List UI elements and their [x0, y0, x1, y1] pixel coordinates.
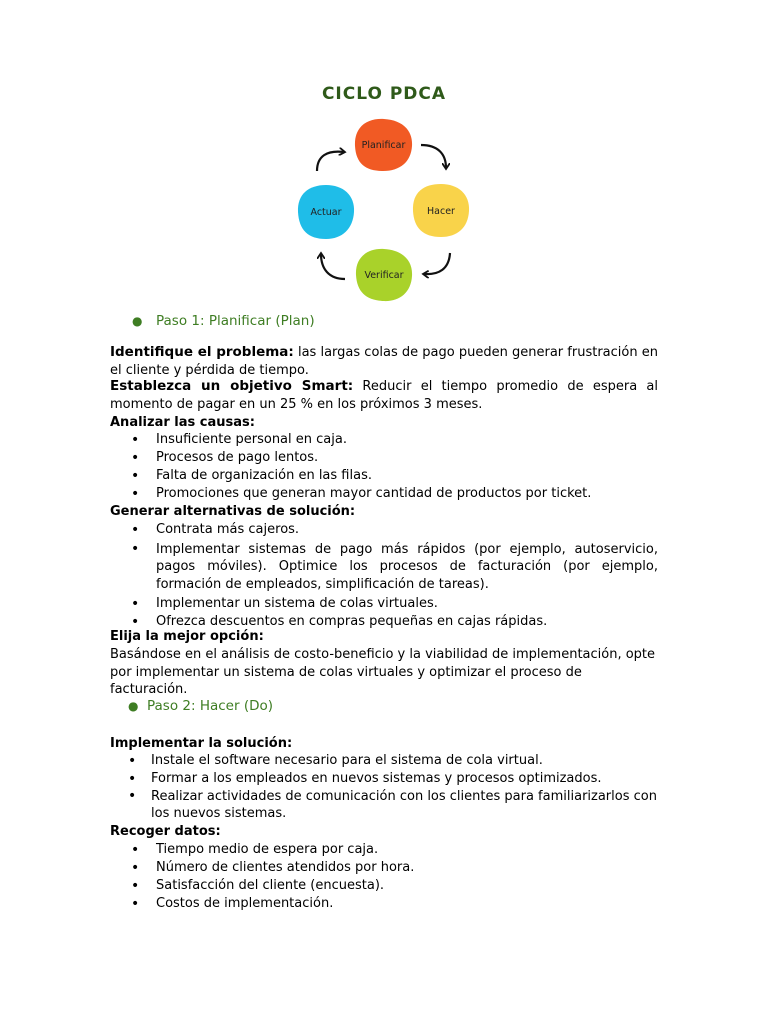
bullet-icon: ● — [132, 314, 143, 328]
smart-objective-label: Establezca un objetivo Smart: — [110, 378, 354, 394]
implement-list — [110, 752, 658, 822]
list-item: • Implementar un sistema de colas virtuales. — [110, 595, 658, 613]
list-item: • Satisfacción del cliente (encuesta). — [110, 877, 658, 895]
identify-problem-text: las largas colas de pago pueden generar frustración en el cliente y pérdida de tiempo. — [110, 345, 658, 378]
collect-data-label: Recoger datos: — [110, 824, 221, 839]
arrow-hacer-to-verificar — [424, 253, 450, 274]
list-item: • Promociones que generan mayor cantidad de productos por ticket. — [110, 485, 658, 503]
list-item: • Insuficiente personal en caja. — [110, 431, 658, 449]
bullet-icon: ● — [128, 699, 139, 713]
list-item: • Contrata más cajeros. — [110, 521, 658, 539]
cycle-node-label: Planificar — [361, 140, 406, 151]
list-item: • Falta de organización en las filas. — [110, 467, 658, 485]
list-item: • Procesos de pago lentos. — [110, 449, 658, 467]
identify-problem-label: Identifique el problema: — [110, 344, 294, 360]
alternatives-list — [110, 521, 658, 631]
document-title: CICLO PDCA — [321, 84, 447, 104]
list-item: • Formar a los empleados en nuevos sistemas y procesos optimizados. — [110, 770, 658, 788]
collect-data-list — [110, 841, 658, 913]
cycle-node-verificar — [356, 249, 412, 301]
alternatives-label: Generar alternativas de solución: — [110, 504, 356, 519]
cycle-node-label: Actuar — [310, 207, 342, 218]
pdca-cycle-diagram — [286, 112, 476, 308]
cycle-node-hacer — [413, 184, 469, 237]
list-item: • Instale el software necesario para el sistema de cola virtual. — [110, 752, 658, 770]
cycle-node-label: Hacer — [427, 206, 455, 217]
best-option-text: Basándose en el análisis de costo-beneficio y la viabilidad de implementación, opte por implementar un sistema de colas virtuales y optimizar el proceso de facturación. — [110, 647, 656, 697]
cycle-node-actuar — [298, 185, 354, 239]
list-item: • Implementar sistemas de pago más rápidos (por ejemplo, autoservicio, pagos móviles). Optimice los procesos de facturación (por ejemplo, formación de empleados, simplificación de tareas). — [110, 541, 658, 593]
implement-label: Implementar la solución: — [110, 736, 293, 751]
list-item: • Realizar actividades de comunicación con los clientes para familiarizarlos con los nuevos sistemas. — [110, 788, 658, 822]
cycle-node-planificar — [355, 119, 412, 171]
arrow-actuar-to-planificar — [317, 152, 344, 171]
arrow-verificar-to-actuar — [321, 254, 345, 279]
list-item: • Tiempo medio de espera por caja. — [110, 841, 658, 859]
list-item: • Costos de implementación. — [110, 895, 658, 913]
best-option-label: Elija la mejor opción: — [110, 629, 264, 644]
step2-heading-text: Paso 2: Hacer (Do) — [147, 698, 274, 714]
identify-problem-paragraph — [110, 344, 658, 379]
cycle-node-label: Verificar — [364, 270, 404, 281]
causes-list — [110, 431, 658, 503]
step1-heading — [132, 313, 315, 331]
list-item: • Número de clientes atendidos por hora. — [110, 859, 658, 877]
list-item: • Ofrezca descuentos en compras pequeñas en cajas rápidas. — [110, 613, 658, 631]
step1-heading-text: Paso 1: Planificar (Plan) — [156, 313, 315, 329]
causes-label: Analizar las causas: — [110, 415, 255, 430]
smart-objective-text: Reducir el tiempo promedio de espera al momento de pagar en un 25 % en los próximos 3 meses. — [110, 379, 658, 412]
arrow-planificar-to-hacer — [421, 145, 446, 168]
smart-objective-paragraph — [110, 378, 658, 413]
step2-heading — [128, 698, 273, 716]
